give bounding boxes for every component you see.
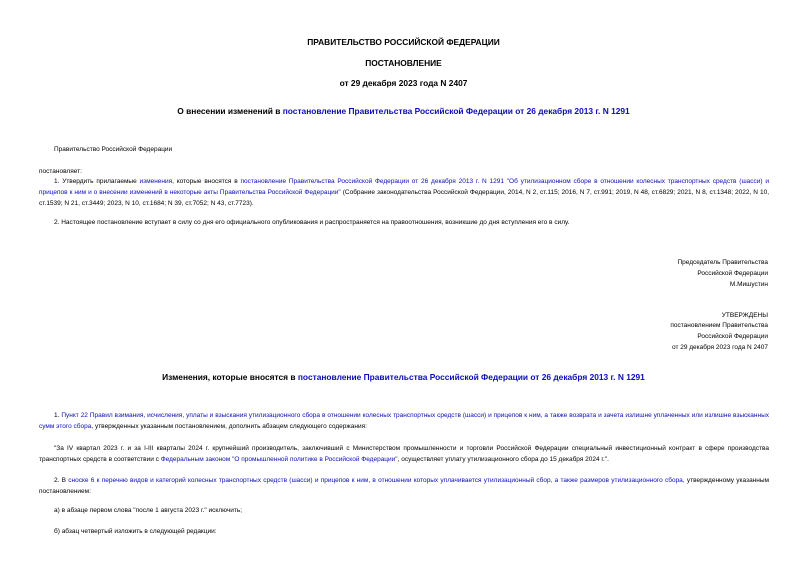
changes-link[interactable]: изменения <box>139 178 173 185</box>
item-1-text-a: 1. Утвердить прилагаемые <box>54 178 140 185</box>
government-heading: ПРАВИТЕЛЬСТВО РОССИЙСКОЙ ФЕДЕРАЦИИ <box>307 37 500 47</box>
signature-name: М.Мишустин <box>729 281 768 288</box>
preamble-government: Правительство Российской Федерации <box>54 146 173 153</box>
quoted-paragraph <box>39 443 769 465</box>
document-title <box>0 106 807 116</box>
change-1-prefix: 1. <box>54 412 62 419</box>
item-1-text-b: , которые вносятся в <box>172 178 241 185</box>
change-1-paragraph <box>39 410 769 432</box>
change-2-text-a: 2. В <box>54 477 69 484</box>
document-type-heading: ПОСТАНОВЛЕНИЕ <box>365 58 442 68</box>
subitem-b: б) абзац четвертый изложить в следующей редакции: <box>54 528 217 535</box>
point-22-rules-link[interactable]: Пункт 22 Правил взимания, исчисления, уплаты и взыскания утилизационного сбора в отношении колесных транспортных средств (шасси) и прицепов к ним, а также возврата и зачета излишне уплаченных или излишне взысканных сумм этого сбора <box>39 412 769 430</box>
change-2-paragraph <box>39 475 769 497</box>
approved-line-3: Российской Федерации <box>697 333 768 340</box>
resolution-1291-link[interactable]: постановление Правительства Российской Федерации от 26 декабря 2013 г. N 1291 "Об утилизационном сборе в отношении колесных транспортных средств (шасси) и прицепов к ним и о внесении изменений в некоторые акты Правительства Российской Федерации" <box>39 178 769 196</box>
signature-line-1: Председатель Правительства <box>677 259 768 266</box>
subitem-a: а) в абзаце первом слова "после 1 августа 2023 г." исключить; <box>54 507 243 514</box>
change-2-text-b: , утвержденному указанным постановлением: <box>39 477 769 495</box>
title-link-resolution-1291[interactable]: постановление Правительства Российской Федерации от 26 декабря 2013 г. N 1291 <box>282 106 630 116</box>
approved-line-1: УТВЕРЖДЕНЫ <box>721 312 768 319</box>
item-1-text-c: (Собрание законодательства Российской Федерации, 2014, N 2, ст.115; 2016, N 7, ст.991; 2019, N 48, ст.6829; 2021, N 8, ст.1348; 2022, N 10, ст.1539; N 21, ст.3449; 2023, N 10, ст.1684; N 39, ст.7052; N 43, ст.7723). <box>39 189 770 207</box>
footnote-6-link[interactable]: сноске 6 к перечню видов и категорий колесных транспортных средств (шасси) и прицепов к ним, в отношении которых уплачивается утилизационный сбор, а также размеров утилизационного сбора <box>68 477 683 484</box>
approved-line-2: постановлением Правительства <box>670 322 768 329</box>
approved-line-4: от 29 декабря 2023 года N 2407 <box>671 344 768 351</box>
date-number-heading: от 29 декабря 2023 года N 2407 <box>339 78 468 88</box>
federal-law-link[interactable]: Федеральным законом "О промышленной политике в Российской Федерации" <box>160 456 398 463</box>
changes-title-link[interactable]: постановление Правительства Российской Федерации от 26 декабря 2013 г. N 1291 <box>297 372 645 382</box>
signature-line-2: Российской Федерации <box>697 270 768 277</box>
changes-title <box>0 372 807 382</box>
title-prefix: О внесении изменений в <box>177 106 283 116</box>
quote-text-b: , осуществляет уплату утилизационного сбора до 15 декабря 2024 г.". <box>397 456 609 463</box>
quote-text-a: "За IV квартал 2023 г. и за I-III кварталы 2024 г. крупнейший производитель, заключивший с Министерством промышленности и торговли Российской Федерации специальный инвестиционный контракт в сфере производства транспортных средств в соответствии с <box>39 445 769 463</box>
change-1-rest: , утвержденных указанным постановлением, дополнить абзацем следующего содержания: <box>91 423 367 430</box>
item-2-paragraph: 2. Настоящее постановление вступает в силу со дня его официального опубликования и распространяется на правоотношения, возникшие до дня вступления его в силу. <box>54 219 570 226</box>
item-1-paragraph <box>39 176 769 209</box>
changes-title-prefix: Изменения, которые вносятся в <box>162 372 298 382</box>
preamble-resolves: постановляет: <box>39 168 82 175</box>
